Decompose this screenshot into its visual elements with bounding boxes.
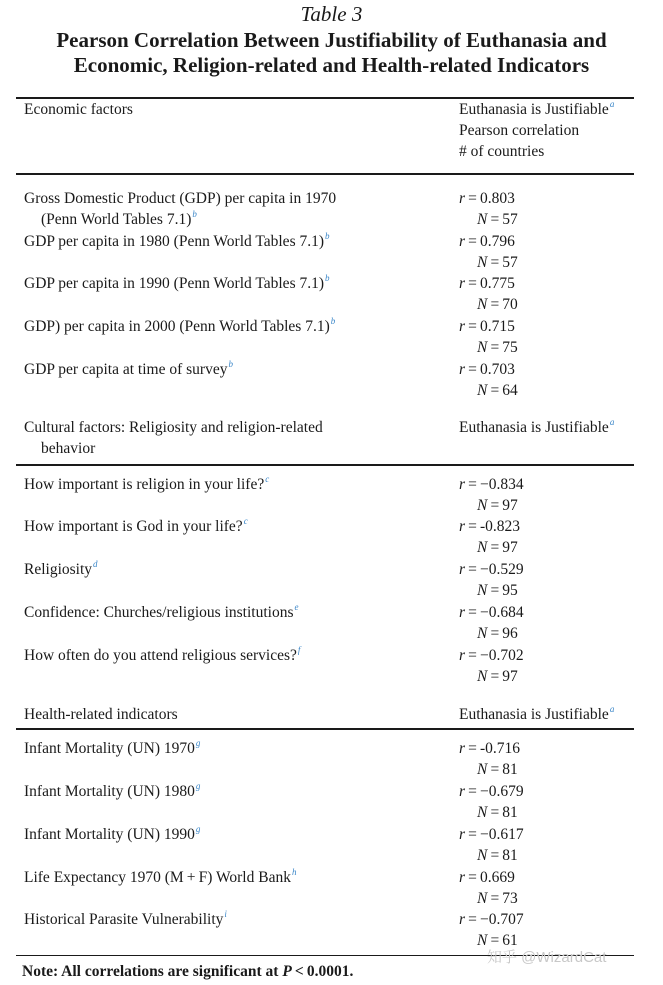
footnote-marker: a [609, 417, 615, 427]
r-symbol: r [459, 190, 466, 207]
n-number: 81 [502, 761, 518, 778]
n-value [477, 337, 518, 358]
n-symbol: N [477, 254, 488, 271]
r-value [459, 231, 515, 252]
footnote-marker: b [192, 209, 197, 219]
row-label-line1: GDP per capita in 1990 (Penn World Tables 7.1) [24, 275, 325, 292]
footnote-marker: g [195, 738, 201, 748]
r-number: 0.703 [480, 361, 515, 378]
table-label: Table 3 [300, 2, 363, 26]
footnote-marker: c [265, 474, 270, 484]
economic-col-header-line1: Euthanasia is Justifiable [459, 101, 609, 118]
footnote-marker: g [195, 781, 201, 791]
health-header-rule [16, 728, 634, 730]
r-value [459, 559, 524, 580]
row-label [24, 359, 233, 380]
r-number: −0.679 [480, 783, 524, 800]
footnote-marker: h [291, 867, 297, 877]
n-symbol: N [477, 847, 488, 864]
row-label [24, 738, 200, 759]
equals-sign: = [487, 761, 503, 778]
equals-sign: = [487, 582, 503, 599]
row-label [24, 824, 200, 845]
economic-heading: Economic factors [24, 101, 133, 118]
n-symbol: N [477, 211, 488, 228]
row-label [24, 602, 299, 623]
n-number: 57 [502, 211, 518, 228]
equals-sign: = [465, 869, 480, 886]
row-label [24, 867, 296, 888]
n-symbol: N [477, 761, 488, 778]
equals-sign: = [465, 518, 480, 535]
r-value [459, 781, 524, 802]
n-value [477, 666, 518, 687]
r-symbol: r [459, 233, 466, 250]
r-symbol: r [459, 518, 466, 535]
r-value [459, 316, 515, 337]
footnote-marker: i [224, 909, 227, 919]
footnote-marker: a [609, 99, 615, 109]
n-number: 64 [502, 382, 518, 399]
n-symbol: N [477, 582, 488, 599]
row-label [24, 474, 269, 495]
row-label-line1: How important is God in your life? [24, 518, 243, 535]
row-label [24, 516, 248, 537]
r-value [459, 824, 524, 845]
equals-sign: = [487, 539, 503, 556]
equals-sign: = [465, 476, 480, 493]
row-label-line1: How important is religion in your life? [24, 476, 265, 493]
equals-sign: = [487, 211, 503, 228]
cultural-header-rule [16, 464, 634, 466]
n-value [477, 802, 518, 823]
row-label-line1: GDP per capita at time of survey [24, 361, 228, 378]
row-label-line2 [24, 209, 336, 230]
r-value [459, 474, 524, 495]
r-number: -0.716 [480, 740, 521, 757]
footnote-marker: b [228, 359, 233, 369]
r-number: 0.715 [480, 318, 515, 335]
n-value [477, 252, 518, 273]
r-symbol: r [459, 361, 466, 378]
r-value [459, 188, 515, 209]
n-value [477, 888, 518, 909]
equals-sign: = [487, 804, 503, 821]
table-note [22, 961, 353, 982]
r-symbol: r [459, 740, 466, 757]
r-value [459, 645, 524, 666]
r-value [459, 273, 515, 294]
health-col-header-text: Euthanasia is Justifiable [459, 706, 609, 723]
r-symbol: r [459, 318, 466, 335]
title-line-2: Economic, Religion-related and Health-related Indicators [73, 53, 590, 77]
note-suffix: < 0.0001. [291, 963, 354, 980]
n-number: 70 [502, 296, 518, 313]
r-number: 0.775 [480, 275, 515, 292]
n-value [477, 209, 518, 230]
equals-sign: = [487, 296, 503, 313]
cultural-col-header [459, 417, 614, 438]
r-symbol: r [459, 561, 466, 578]
n-symbol: N [477, 339, 488, 356]
r-number: -0.823 [480, 518, 521, 535]
footnote-marker: g [195, 824, 201, 834]
r-value [459, 738, 520, 759]
n-number: 97 [502, 539, 518, 556]
n-value [477, 623, 518, 644]
equals-sign: = [487, 497, 503, 514]
row-label-line1: Religiosity [24, 561, 93, 578]
r-number: −0.529 [480, 561, 524, 578]
row-label [24, 316, 335, 337]
cultural-heading-line2: behavior [41, 440, 96, 457]
n-value [477, 495, 518, 516]
n-symbol: N [477, 296, 488, 313]
equals-sign: = [465, 783, 480, 800]
note-prefix: Note: All correlations are significant at [22, 963, 283, 980]
r-number: 0.803 [480, 190, 515, 207]
n-symbol: N [477, 804, 488, 821]
row-label-line1: Infant Mortality (UN) 1980 [24, 783, 195, 800]
row-label [24, 645, 300, 666]
r-symbol: r [459, 275, 466, 292]
equals-sign: = [487, 339, 503, 356]
r-symbol: r [459, 869, 466, 886]
equals-sign: = [465, 647, 480, 664]
footnote-marker: b [330, 316, 336, 326]
r-symbol: r [459, 911, 466, 928]
footnote-marker: b [325, 231, 330, 241]
r-number: −0.702 [480, 647, 524, 664]
equals-sign: = [487, 382, 503, 399]
equals-sign: = [465, 826, 480, 843]
equals-sign: = [465, 275, 480, 292]
footnote-marker: d [93, 559, 98, 569]
n-symbol: N [477, 625, 488, 642]
row-label [24, 231, 330, 252]
equals-sign: = [487, 254, 503, 271]
row-label-line1: Confidence: Churches/religious institutions [24, 604, 294, 621]
n-symbol: N [477, 539, 488, 556]
r-symbol: r [459, 476, 466, 493]
health-col-header [459, 704, 614, 725]
row-label-line1: GDP per capita in 1980 (Penn World Tables 7.1) [24, 233, 325, 250]
equals-sign: = [465, 604, 480, 621]
table-title [0, 28, 663, 78]
row-label-line1: Infant Mortality (UN) 1970 [24, 740, 195, 757]
row-label [24, 273, 330, 294]
n-symbol: N [477, 932, 488, 949]
n-value [477, 759, 518, 780]
cultural-heading-line1: Cultural factors: Religiosity and religion-related [24, 419, 323, 436]
footnote-marker: e [294, 602, 299, 612]
n-number: 81 [502, 804, 518, 821]
row-label-line1: Historical Parasite Vulnerability [24, 911, 224, 928]
cultural-col-header-text: Euthanasia is Justifiable [459, 419, 609, 436]
equals-sign: = [465, 911, 480, 928]
n-value [477, 537, 518, 558]
r-number: 0.796 [480, 233, 515, 250]
row-label [24, 559, 98, 580]
equals-sign: = [487, 668, 503, 685]
equals-sign: = [487, 847, 503, 864]
n-symbol: N [477, 890, 488, 907]
r-value [459, 867, 515, 888]
n-number: 81 [502, 847, 518, 864]
r-number: −0.684 [480, 604, 524, 621]
equals-sign: = [487, 890, 503, 907]
title-line-1: Pearson Correlation Between Justifiability of Euthanasia and [56, 28, 607, 52]
economic-col-header [459, 99, 614, 162]
n-value [477, 380, 518, 401]
r-number: −0.617 [480, 826, 524, 843]
equals-sign: = [487, 932, 503, 949]
row-label-line1: How often do you attend religious services? [24, 647, 297, 664]
footnote-marker: f [297, 645, 301, 655]
equals-sign: = [465, 561, 480, 578]
equals-sign: = [465, 190, 480, 207]
n-symbol: N [477, 382, 488, 399]
n-value [477, 845, 518, 866]
equals-sign: = [465, 361, 480, 378]
row-label-line2-text: (Penn World Tables 7.1) [41, 211, 192, 228]
equals-sign: = [465, 740, 480, 757]
n-number: 96 [502, 625, 518, 642]
cultural-heading [24, 417, 323, 459]
r-symbol: r [459, 783, 466, 800]
equals-sign: = [487, 625, 503, 642]
n-number: 73 [502, 890, 518, 907]
n-number: 75 [502, 339, 518, 356]
n-value [477, 580, 518, 601]
r-symbol: r [459, 826, 466, 843]
r-number: −0.834 [480, 476, 524, 493]
n-number: 97 [502, 668, 518, 685]
r-value [459, 516, 520, 537]
n-number: 95 [502, 582, 518, 599]
watermark: 知乎 @WizardCat [487, 949, 607, 966]
note-p-symbol: P [282, 963, 292, 980]
row-label [24, 909, 227, 930]
row-label [24, 188, 336, 230]
n-number: 97 [502, 497, 518, 514]
n-number: 61 [502, 932, 518, 949]
economic-header-rule [16, 173, 634, 175]
r-value [459, 359, 515, 380]
n-symbol: N [477, 497, 488, 514]
r-value [459, 602, 524, 623]
economic-col-header-line3: # of countries [459, 143, 545, 160]
r-number: −0.707 [480, 911, 524, 928]
equals-sign: = [465, 233, 480, 250]
r-value [459, 909, 524, 930]
row-label [24, 781, 200, 802]
footnote-marker: b [325, 273, 330, 283]
equals-sign: = [465, 318, 480, 335]
footnote-marker: c [243, 516, 248, 526]
footnote-marker: a [609, 704, 615, 714]
n-symbol: N [477, 668, 488, 685]
n-value [477, 294, 518, 315]
economic-col-header-line2: Pearson correlation [459, 122, 580, 139]
r-number: 0.669 [480, 869, 515, 886]
row-label-line1: Infant Mortality (UN) 1990 [24, 826, 195, 843]
r-symbol: r [459, 647, 466, 664]
row-label-line1: Gross Domestic Product (GDP) per capita in 1970 [24, 190, 337, 207]
n-number: 57 [502, 254, 518, 271]
row-label-line1: GDP) per capita in 2000 (Penn World Tables 7.1) [24, 318, 330, 335]
r-symbol: r [459, 604, 466, 621]
health-heading: Health-related indicators [24, 706, 178, 723]
row-label-line1: Life Expectancy 1970 (M + F) World Bank [24, 869, 291, 886]
